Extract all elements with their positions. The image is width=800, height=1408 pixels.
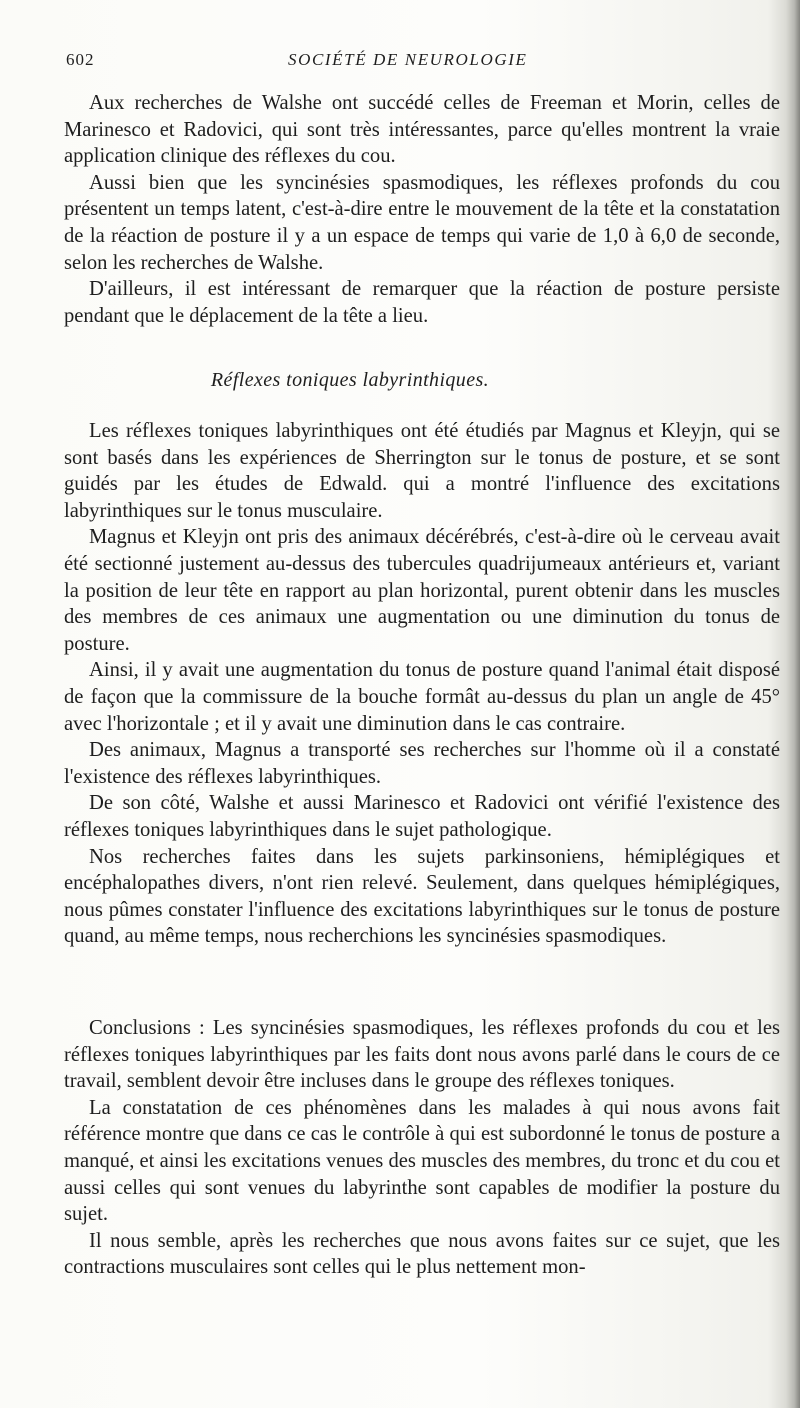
paragraph: Nos recherches faites dans les sujets parkinsoniens, hémiplégiques et encéphalopathes divers, n'ont rien relevé. Seulement, dans quelques hémiplégiques, nous pûmes constater l'influence des excitations labyrinthiques sur le tonus de posture quand, au même temps, nous recherchions les syncinésies spasmodiques. <box>64 845 780 948</box>
text-section-middle <box>64 418 780 950</box>
text-section-top <box>64 90 780 329</box>
page-number: 602 <box>66 50 95 69</box>
page-edge-shadow <box>786 0 800 1408</box>
paragraph: La constatation de ces phénomènes dans les malades à qui nous avons fait référence montre que dans ce cas le contrôle à qui est subordonné le tonus de posture a manqué, et ainsi les excitations venues des muscles des membres, du tronc et du cou et aussi celles qui sont venues du labyrinthe sont capables de modifier la posture du sujet. <box>64 1096 780 1226</box>
paragraph: Des animaux, Magnus a transporté ses recherches sur l'homme où il a constaté l'existence des réflexes labyrinthiques. <box>64 739 780 788</box>
paragraph: Ainsi, il y avait une augmentation du tonus de posture quand l'animal était disposé de façon que la commissure de la bouche formât au-dessus du plan un angle de 45° avec l'horizontale ; et il y avait une diminution dans le cas contraire. <box>64 659 780 735</box>
paragraph: De son côté, Walshe et aussi Marinesco et Radovici ont vérifié l'existence des réflexes toniques labyrinthiques dans le sujet pathologique. <box>64 792 780 841</box>
paragraph: D'ailleurs, il est intéressant de remarquer que la réaction de posture persiste pendant que le déplacement de la tête a lieu. <box>64 278 780 327</box>
paragraph: Il nous semble, après les recherches que nous avons faites sur ce sujet, que les contractions musculaires sont celles qui le plus nettement mon- <box>64 1229 780 1279</box>
text-section-bottom <box>64 1015 780 1281</box>
paragraph: Aussi bien que les syncinésies spasmodiques, les réflexes profonds du cou présentent un temps latent, c'est-à-dire entre le mouvement de la tête et la constatation de la réaction de posture il y a un espace de temps qui varie de 1,0 à 6,0 de seconde, selon les recherches de Walshe. <box>64 171 780 274</box>
paragraph: Conclusions : Les syncinésies spasmodiques, les réflexes profonds du cou et les réflexes toniques labyrinthiques par les faits dont nous avons parlé dans le cours de ce travail, semblent devoir être incluses dans le groupe des réflexes toniques. <box>64 1017 780 1093</box>
paragraph: Magnus et Kleyjn ont pris des animaux décérébrés, c'est-à-dire où le cerveau avait été sectionné justement au-dessus des tubercules quadrijumeaux antérieurs et, variant la position de leur tête en rapport au plan horizontal, purent obtenir dans les muscles des membres de ces animaux une augmentation ou une diminution du tonus de posture. <box>64 526 780 655</box>
page-header <box>66 50 786 76</box>
paragraph: Aux recherches de Walshe ont succédé celles de Freeman et Morin, celles de Marinesco et Radovici, qui sont très intéressantes, parce qu'elles montrent la vraie application clinique des réflexes du cou. <box>64 92 780 168</box>
section-heading: Réflexes toniques labyrinthiques. <box>210 369 490 391</box>
paragraph: Les réflexes toniques labyrinthiques ont été étudiés par Magnus et Kleyjn, qui se sont basés dans les expériences de Sherrington sur le tonus de posture, et se sont guidés par les études de Edwald. qui a montré l'influence des excitations labyrinthiques sur le tonus musculaire. <box>64 420 780 522</box>
running-title: SOCIÉTÉ DE NEUROLOGIE <box>288 50 528 69</box>
